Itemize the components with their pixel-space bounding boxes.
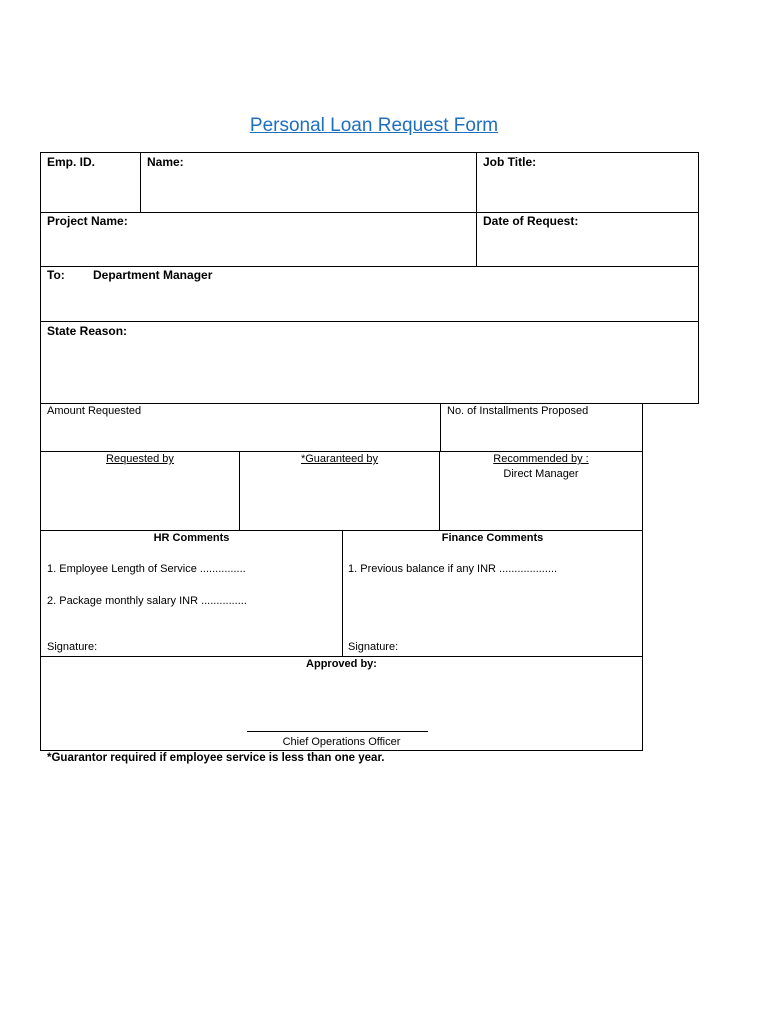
guaranteed-by-label: *Guaranteed by (300, 453, 379, 465)
finance-comments-cell (342, 530, 643, 657)
date-of-request-label: Date of Request: (483, 214, 579, 228)
hr-comments-heading: HR Comments (153, 532, 230, 544)
recommended-by-cell (439, 451, 643, 531)
to-value: Department Manager (93, 268, 213, 282)
finance-item-previous-balance: 1. Previous balance if any INR ................... (348, 563, 558, 575)
job-title-label: Job Title: (483, 155, 537, 169)
approval-cell (40, 656, 643, 751)
project-name-label: Project Name: (47, 214, 128, 228)
hr-item-monthly-salary: 2. Package monthly salary INR ............... (47, 595, 247, 607)
state-reason-cell (40, 321, 699, 404)
finance-comments-heading: Finance Comments (441, 532, 544, 544)
to-cell (40, 266, 699, 322)
date-of-request-cell (476, 212, 699, 267)
emp-id-cell (40, 152, 141, 213)
approval-signatory: Chief Operations Officer (282, 736, 401, 748)
hr-comments-cell (40, 530, 343, 657)
guarantor-footnote: *Guarantor required if employee service is less than one year. (47, 752, 385, 764)
approved-by-heading: Approved by: (306, 658, 377, 670)
approval-signature-line (247, 731, 428, 732)
state-reason-label: State Reason: (47, 324, 128, 338)
recommended-by-label: Recommended by : (493, 453, 589, 465)
to-label: To: (47, 268, 65, 282)
finance-signature-label: Signature: (348, 641, 399, 653)
hr-item-length-of-service: 1. Employee Length of Service ............... (47, 563, 246, 575)
recommended-by-value: Direct Manager (503, 468, 579, 480)
installments-label: No. of Installments Proposed (447, 405, 589, 417)
guaranteed-by-cell (239, 451, 440, 531)
project-name-cell (40, 212, 477, 267)
requested-by-cell (40, 451, 240, 531)
emp-id-label: Emp. ID. (47, 155, 96, 169)
job-title-cell (476, 152, 699, 213)
requested-by-label: Requested by (106, 453, 174, 465)
name-label: Name: (147, 155, 184, 169)
form-title: Personal Loan Request Form (249, 115, 499, 136)
hr-signature-label: Signature: (47, 641, 98, 653)
amount-requested-label: Amount Requested (47, 405, 142, 417)
name-cell (140, 152, 477, 213)
installments-cell (440, 403, 643, 452)
amount-requested-cell (40, 403, 441, 452)
